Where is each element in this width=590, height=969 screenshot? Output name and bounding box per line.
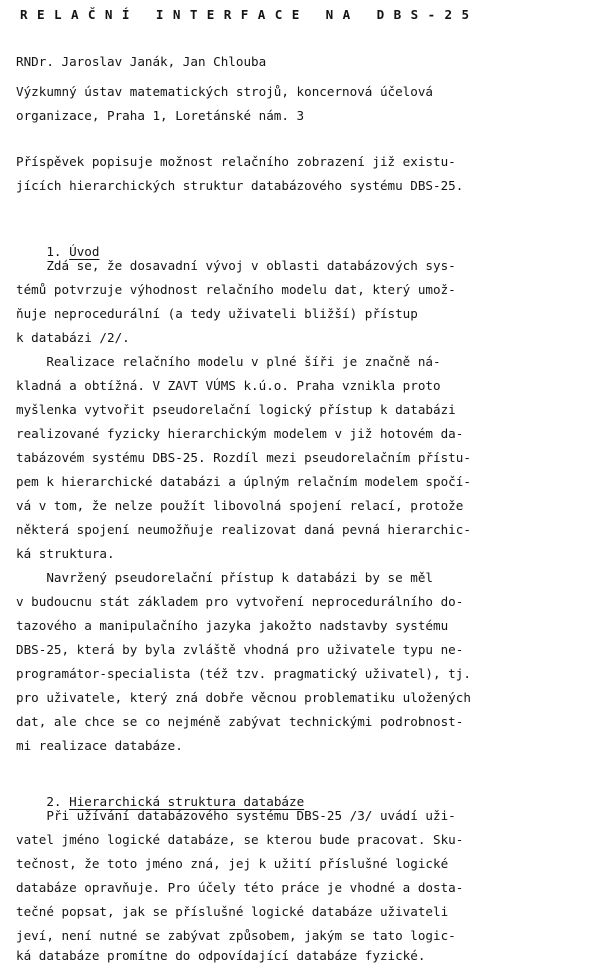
document-title: RELAČNÍ INTERFACE NA DBS-25 [20,7,479,22]
body-line: Zdá se, že dosavadní vývoj v oblasti databázových sys- [16,258,456,273]
body-line: tazového a manipulačního jazyka jakožto nadstavby systému [16,618,449,633]
body-line: Realizace relačního modelu v plné šíři je značně ná- [16,354,441,369]
body-line: realizované fyzicky hierarchickým modelem v již hotovém da- [16,426,464,441]
body-line: kladná a obtížná. V ZAVT VÚMS k.ú.o. Praha vznikla proto [16,378,441,393]
body-line: tečnost, že toto jméno zná, jej k užití příslušné logické [16,856,449,871]
body-line: Při užívání databázového systému DBS-25 /3/ uvádí uži- [16,808,456,823]
abstract-line: jících hierarchických struktur databázového systému DBS-25. [16,178,464,193]
body-line: pro uživatele, který zná dobře věcnou problematiku uložených [16,690,471,705]
body-line: tečné popsat, jak se příslušné logické databáze uživateli [16,904,449,919]
body-line: databáze opravňuje. Pro účely této práce je vhodné a dosta- [16,880,464,895]
authors: RNDr. Jaroslav Janák, Jan Chlouba [16,54,267,69]
body-line: ká databáze promítne do odpovídající databáze fyzické. [16,948,426,963]
body-line: dat, ale chce se co nejméně zabývat technickými podrobnost- [16,714,464,729]
abstract-line: Příspěvek popisuje možnost relačního zobrazení již existu- [16,154,456,169]
affiliation-line: organizace, Praha 1, Loretánské nám. 3 [16,108,305,123]
body-line: myšlenka vytvořit pseudorelační logický přístup k databázi [16,402,456,417]
body-line: Navržený pseudorelační přístup k databázi by se měl [16,570,434,585]
body-line: některá spojení neumožňuje realizovat daná pevná hierarchic- [16,522,471,537]
body-line: ká struktura. [16,546,115,561]
section-title: Hierarchická struktura databáze [69,794,305,809]
section-number: 1. [46,244,62,259]
body-line: pem k hierarchické databázi a úplným relačním modelem spočí- [16,474,471,489]
section-title: Úvod [69,244,100,259]
body-line: témů potvrzuje výhodnost relačního modelu dat, který umož- [16,282,456,297]
section-heading [16,222,100,259]
body-line: ňuje neprocedurální (a tedy uživateli bližší) přístup [16,306,418,321]
section-number: 2. [46,794,62,809]
affiliation-line: Výzkumný ústav matematických strojů, koncernová účelová [16,84,434,99]
body-line: vatel jméno logické databáze, se kterou bude pracovat. Sku- [16,832,464,847]
section-heading [16,772,305,809]
body-line: DBS-25, která by byla zvláště vhodná pro uživatele typu ne- [16,642,464,657]
body-line: vá v tom, že nelze použít libovolná spojení relací, protože [16,498,464,513]
body-line: jeví, není nutné se zabývat způsobem, jakým se tato logic- [16,928,456,943]
body-line: v budoucnu stát základem pro vytvoření neprocedurálního do- [16,594,464,609]
body-line: mi realizace databáze. [16,738,183,753]
body-line: programátor-specialista (též tzv. pragmatický uživatel), tj. [16,666,471,681]
body-line: tabázovém systému DBS-25. Rozdíl mezi pseudorelačním přístu- [16,450,471,465]
body-line: k databázi /2/. [16,330,130,345]
